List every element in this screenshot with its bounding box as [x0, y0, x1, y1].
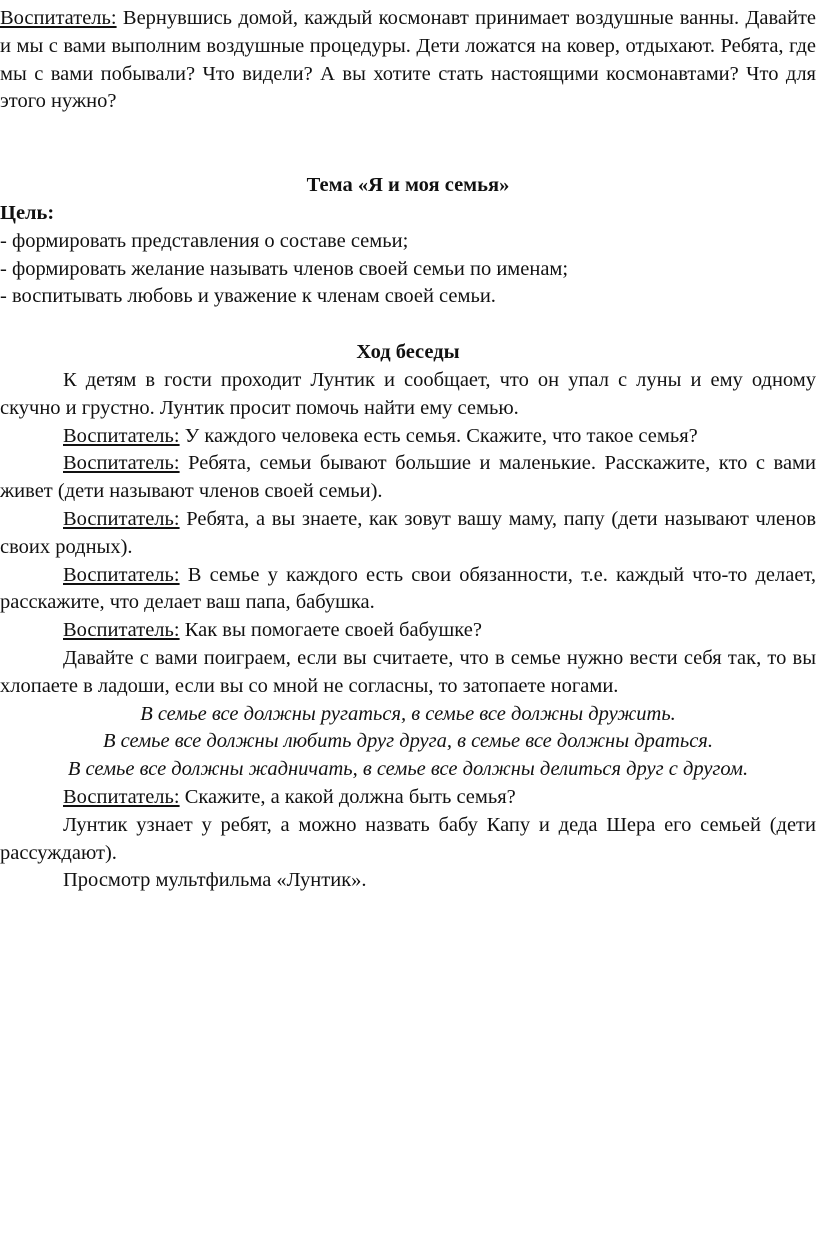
spacer — [0, 116, 816, 172]
speaker-label: Воспитатель: — [63, 452, 180, 475]
speaker-label: Воспитатель: — [63, 785, 180, 808]
game-line: В семье все должны ругаться, в семье все должны дружить. — [140, 702, 676, 725]
dialog-line — [0, 562, 816, 618]
dialog-text: Ребята, а вы знаете, как зовут вашу маму, папу (дети называют членов своих родных). — [0, 507, 816, 558]
game-lines — [0, 701, 816, 784]
dialog-line — [0, 450, 816, 506]
speaker-label: Воспитатель: — [63, 619, 180, 642]
game-intro: Давайте с вами поиграем, если вы считаете, что в семье нужно вести себя так, то вы хлопаете в ладоши, если вы со мной не согласны, то затопаете ногами. — [0, 646, 816, 697]
goal-item: - формировать желание называть членов своей семьи по именам; — [0, 257, 569, 280]
intro-paragraph — [0, 5, 816, 116]
intro-text: Вернувшись домой, каждый космонавт принимает воздушные ванны. Давайте и мы с вами выполним воздушные процедуры. Дети ложатся на ковер, отдыхают. Ребята, где мы с вами побывали? Что видели? А вы хотите стать настоящими космонавтами? Что для этого нужно? — [0, 7, 816, 113]
dialog-line — [0, 423, 816, 451]
course-title: Ход беседы — [356, 341, 460, 364]
goal-list — [0, 228, 816, 311]
dialog-text: Ребята, семьи бывают большие и маленькие. Расскажите, кто с вами живет (дети называют членов своей семьи). — [0, 452, 816, 503]
speaker-label: Воспитатель: — [63, 507, 180, 530]
dialog-text: Скажите, а какой должна быть семья? — [179, 785, 516, 808]
dialog-text: Как вы помогаете своей бабушке? — [179, 619, 482, 642]
speaker-label: Воспитатель: — [0, 7, 117, 29]
spacer — [0, 311, 816, 339]
speaker-label: Воспитатель: — [63, 563, 180, 586]
goal-label: Цель: — [0, 201, 55, 224]
dialog-text: У каждого человека есть семья. Скажите, что такое семья? — [179, 424, 698, 447]
goal-item: - формировать представления о составе семьи; — [0, 229, 409, 252]
luntik-question: Лунтик узнает у ребят, а можно назвать бабу Капу и деда Шера его семьей (дети рассуждают). — [0, 813, 816, 864]
dialog-line — [0, 784, 816, 812]
dialog-line — [0, 506, 816, 562]
course-opening: К детям в гости проходит Лунтик и сообщает, что он упал с луны и ему одному скучно и грустно. Лунтик просит помочь найти ему семью. — [0, 368, 816, 419]
game-line: В семье все должны любить друг друга, в семье все должны драться. — [103, 730, 713, 753]
dialog-text: В семье у каждого есть свои обязанности, т.е. каждый что-то делает, расскажите, что делает ваш папа, бабушка. — [0, 563, 816, 614]
goal-item: - воспитывать любовь и уважение к членам своей семьи. — [0, 285, 496, 308]
game-line: В семье все должны жадничать, в семье все должны делиться друг с другом. — [67, 758, 749, 781]
dialog-line — [0, 617, 816, 645]
cartoon-line: Просмотр мультфильма «Лунтик». — [63, 869, 367, 892]
speaker-label: Воспитатель: — [63, 424, 180, 447]
topic-title: Тема «Я и моя семья» — [306, 174, 510, 197]
